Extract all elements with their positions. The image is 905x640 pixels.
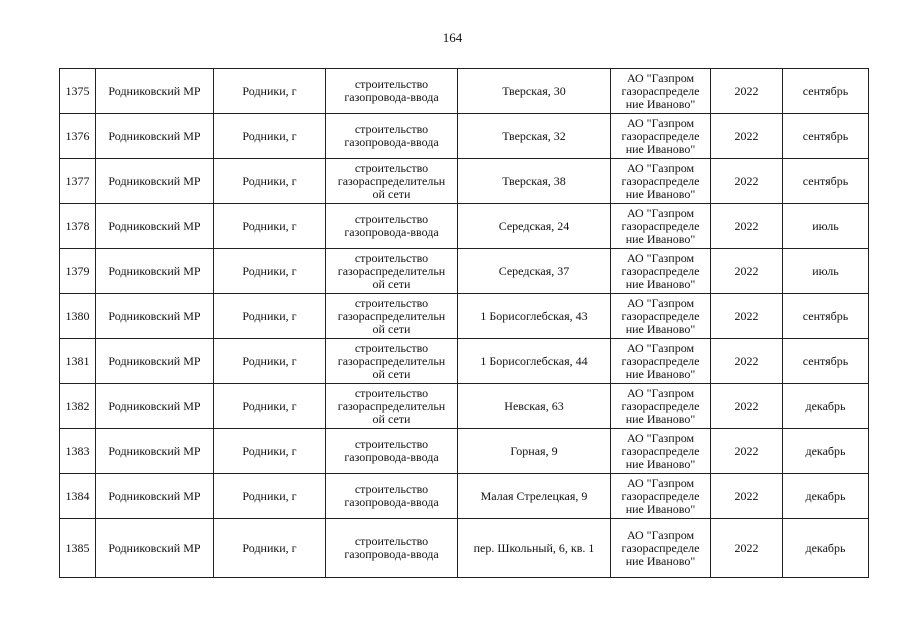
table-row	[60, 114, 869, 159]
org-line: газораспределе	[621, 173, 700, 188]
work-line: ой сети	[372, 411, 411, 426]
row-number-cell: 1380	[60, 294, 96, 339]
district-cell: Родниковский МР	[96, 114, 214, 159]
org-line: ние Иваново"	[625, 321, 696, 336]
locality-cell: Родники, г	[214, 429, 326, 474]
month-cell: декабрь	[783, 474, 869, 519]
locality-cell: Родники, г	[214, 474, 326, 519]
work-type-cell	[326, 159, 458, 204]
district-cell: Родниковский МР	[96, 429, 214, 474]
org-line: АО "Газпром	[626, 475, 695, 490]
org-line: АО "Газпром	[626, 70, 695, 85]
month-cell: сентябрь	[783, 114, 869, 159]
org-line: ние Иваново"	[625, 501, 696, 516]
org-line: ние Иваново"	[625, 186, 696, 201]
work-line: газопровода-ввода	[344, 547, 439, 561]
organization-cell	[611, 384, 711, 429]
locality-cell: Родники, г	[214, 339, 326, 384]
address-cell: пер. Школьный, 6, кв. 1	[458, 519, 611, 578]
organization-cell	[611, 249, 711, 294]
work-line: газопровода-ввода	[344, 495, 439, 509]
org-line: газораспределе	[621, 128, 700, 143]
row-number-cell: 1377	[60, 159, 96, 204]
organization-cell	[611, 474, 711, 519]
org-line: АО "Газпром	[626, 115, 695, 130]
work-line: строительство	[354, 437, 429, 451]
row-number-cell: 1379	[60, 249, 96, 294]
work-line: строительство	[354, 212, 429, 226]
org-line: газораспределе	[621, 398, 700, 413]
organization-cell	[611, 69, 711, 114]
month-cell: сентябрь	[783, 294, 869, 339]
org-line: газораспределе	[621, 540, 700, 555]
row-number-cell: 1381	[60, 339, 96, 384]
table-row	[60, 519, 869, 578]
org-line: газораспределе	[621, 443, 700, 458]
month-cell: декабрь	[783, 429, 869, 474]
table-row	[60, 249, 869, 294]
work-line: строительство	[354, 122, 429, 136]
org-line: АО "Газпром	[626, 205, 695, 220]
district-cell: Родниковский МР	[96, 204, 214, 249]
row-number-cell: 1382	[60, 384, 96, 429]
work-line: ой сети	[372, 366, 411, 381]
locality-cell: Родники, г	[214, 249, 326, 294]
table-row	[60, 294, 869, 339]
work-line: строительство	[354, 250, 429, 265]
district-cell: Родниковский МР	[96, 294, 214, 339]
org-line: ние Иваново"	[625, 366, 696, 381]
org-line: АО "Газпром	[626, 250, 695, 265]
address-cell: 1 Борисоглебская, 43	[458, 294, 611, 339]
table-row	[60, 474, 869, 519]
row-number-cell: 1375	[60, 69, 96, 114]
work-type-cell	[326, 339, 458, 384]
work-type-cell	[326, 204, 458, 249]
work-type-cell	[326, 474, 458, 519]
year-cell: 2022	[711, 384, 783, 429]
table-row	[60, 384, 869, 429]
district-cell: Родниковский МР	[96, 384, 214, 429]
year-cell: 2022	[711, 159, 783, 204]
work-type-cell	[326, 114, 458, 159]
year-cell: 2022	[711, 429, 783, 474]
work-line: ой сети	[372, 276, 411, 291]
address-cell: Тверская, 38	[458, 159, 611, 204]
org-line: ние Иваново"	[625, 553, 696, 568]
organization-cell	[611, 339, 711, 384]
org-line: ние Иваново"	[625, 231, 696, 246]
year-cell: 2022	[711, 339, 783, 384]
month-cell: декабрь	[783, 384, 869, 429]
district-cell: Родниковский МР	[96, 249, 214, 294]
address-cell: Тверская, 30	[458, 69, 611, 114]
work-line: газораспределительн	[337, 398, 446, 413]
work-line: газораспределительн	[337, 353, 446, 368]
year-cell: 2022	[711, 249, 783, 294]
org-line: газораспределе	[621, 308, 700, 323]
work-line: газопровода-ввода	[344, 135, 439, 149]
org-line: ние Иваново"	[625, 456, 696, 471]
locality-cell: Родники, г	[214, 519, 326, 578]
org-line: АО "Газпром	[626, 527, 695, 542]
address-cell: 1 Борисоглебская, 44	[458, 339, 611, 384]
organization-cell	[611, 294, 711, 339]
work-line: строительство	[354, 482, 429, 496]
locality-cell: Родники, г	[214, 294, 326, 339]
table-row	[60, 204, 869, 249]
organization-cell	[611, 519, 711, 578]
work-line: строительство	[354, 160, 429, 175]
org-line: АО "Газпром	[626, 295, 695, 310]
work-line: строительство	[354, 340, 429, 355]
work-line: строительство	[354, 385, 429, 400]
row-number-cell: 1376	[60, 114, 96, 159]
work-line: строительство	[354, 77, 429, 91]
year-cell: 2022	[711, 519, 783, 578]
work-line: ой сети	[372, 321, 411, 336]
org-line: газораспределе	[621, 263, 700, 278]
year-cell: 2022	[711, 294, 783, 339]
month-cell: сентябрь	[783, 159, 869, 204]
org-line: газораспределе	[621, 218, 700, 233]
month-cell: сентябрь	[783, 339, 869, 384]
locality-cell: Родники, г	[214, 114, 326, 159]
row-number-cell: 1378	[60, 204, 96, 249]
org-line: газораспределе	[621, 83, 700, 98]
work-line: строительство	[354, 295, 429, 310]
district-cell: Родниковский МР	[96, 519, 214, 578]
locality-cell: Родники, г	[214, 159, 326, 204]
org-line: ние Иваново"	[625, 96, 696, 111]
work-line: газораспределительн	[337, 173, 446, 188]
row-number-cell: 1385	[60, 519, 96, 578]
district-cell: Родниковский МР	[96, 69, 214, 114]
district-cell: Родниковский МР	[96, 474, 214, 519]
work-type-cell	[326, 384, 458, 429]
year-cell: 2022	[711, 69, 783, 114]
work-line: газораспределительн	[337, 263, 446, 278]
table-body	[60, 69, 869, 578]
locality-cell: Родники, г	[214, 384, 326, 429]
year-cell: 2022	[711, 474, 783, 519]
address-cell: Малая Стрелецкая, 9	[458, 474, 611, 519]
locality-cell: Родники, г	[214, 69, 326, 114]
org-line: АО "Газпром	[626, 430, 695, 445]
month-cell: июль	[783, 204, 869, 249]
month-cell: декабрь	[783, 519, 869, 578]
work-type-cell	[326, 519, 458, 578]
address-cell: Тверская, 32	[458, 114, 611, 159]
table-row	[60, 429, 869, 474]
organization-cell	[611, 204, 711, 249]
org-line: АО "Газпром	[626, 160, 695, 175]
org-line: газораспределе	[621, 488, 700, 503]
work-line: строительство	[354, 534, 429, 548]
work-line: газопровода-ввода	[344, 90, 439, 104]
work-type-cell	[326, 294, 458, 339]
table-row	[60, 69, 869, 114]
page-number: 164	[442, 30, 463, 45]
organization-cell	[611, 429, 711, 474]
organization-cell	[611, 114, 711, 159]
org-line: АО "Газпром	[626, 340, 695, 355]
address-cell: Горная, 9	[458, 429, 611, 474]
organization-cell	[611, 159, 711, 204]
work-type-cell	[326, 429, 458, 474]
table-row	[60, 339, 869, 384]
org-line: ние Иваново"	[625, 276, 696, 291]
address-cell: Середская, 37	[458, 249, 611, 294]
row-number-cell: 1383	[60, 429, 96, 474]
district-cell: Родниковский МР	[96, 159, 214, 204]
locality-cell: Родники, г	[214, 204, 326, 249]
month-cell: сентябрь	[783, 69, 869, 114]
year-cell: 2022	[711, 204, 783, 249]
address-cell: Невская, 63	[458, 384, 611, 429]
table-row	[60, 159, 869, 204]
district-cell: Родниковский МР	[96, 339, 214, 384]
work-type-cell	[326, 69, 458, 114]
work-line: газопровода-ввода	[344, 225, 439, 239]
month-cell: июль	[783, 249, 869, 294]
work-line: газораспределительн	[337, 308, 446, 323]
work-line: газопровода-ввода	[344, 450, 439, 464]
address-cell: Середская, 24	[458, 204, 611, 249]
org-line: ние Иваново"	[625, 141, 696, 156]
row-number-cell: 1384	[60, 474, 96, 519]
year-cell: 2022	[711, 114, 783, 159]
org-line: АО "Газпром	[626, 385, 695, 400]
work-line: ой сети	[372, 186, 411, 201]
org-line: ние Иваново"	[625, 411, 696, 426]
work-type-cell	[326, 249, 458, 294]
org-line: газораспределе	[621, 353, 700, 368]
gasification-table	[59, 68, 869, 578]
